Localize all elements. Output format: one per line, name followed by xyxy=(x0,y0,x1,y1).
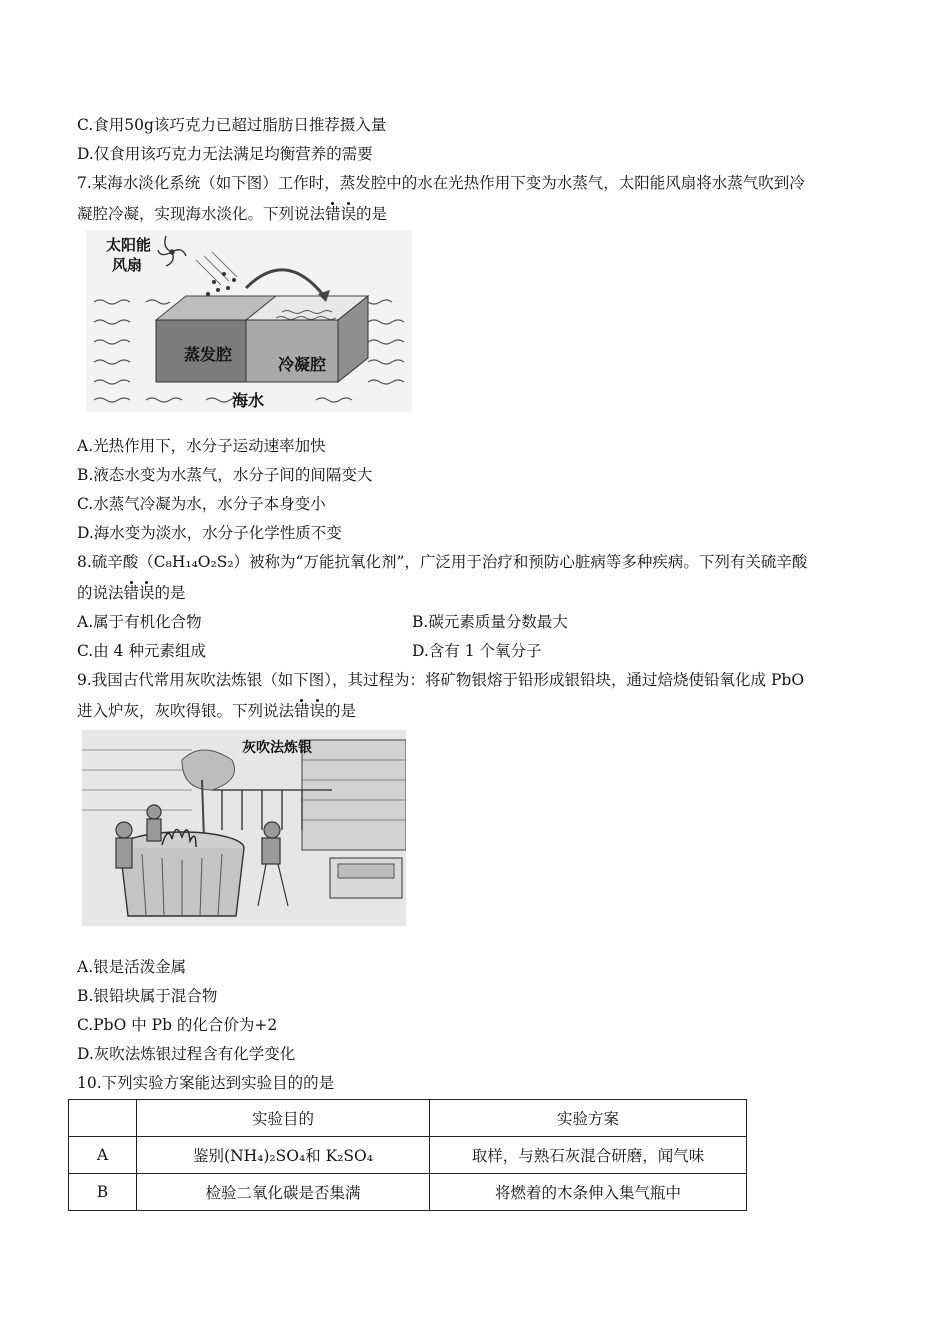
seawater-label: 海水 xyxy=(232,391,265,410)
condensation-chamber-label: 冷凝腔 xyxy=(278,355,327,374)
q9-stem-end: 的是 xyxy=(325,702,357,720)
option-6c: C.食用50g该巧克力已超过脂肪日推荐摄入量 xyxy=(77,116,387,134)
table-header-cell: 实验目的 xyxy=(137,1100,430,1137)
emphasis-char: 错 xyxy=(294,702,310,720)
option-9d: D.灰吹法炼银过程含有化学变化 xyxy=(77,1045,296,1063)
option-7c: C.水蒸气冷凝为水，水分子本身变小 xyxy=(77,495,326,513)
q8-stem-end: 的是 xyxy=(154,584,186,602)
table-row xyxy=(69,1137,747,1174)
table-header-row xyxy=(69,1100,747,1137)
option-7d: D.海水变为淡水，水分子化学性质不变 xyxy=(77,524,342,542)
option-7a: A.光热作用下，水分子运动速率加快 xyxy=(77,437,326,455)
row-id: B xyxy=(69,1174,137,1211)
silver-refining-illustration xyxy=(82,730,406,926)
q8-stem-text: 的说法 xyxy=(77,584,124,602)
emphasis-char: 错 xyxy=(123,584,140,602)
option-9c: C.PbO 中 Pb 的化合价为+2 xyxy=(77,1016,278,1034)
emphasis-char: 错 xyxy=(325,205,341,223)
option-6d: D.仅食用该巧克力无法满足均衡营养的需要 xyxy=(77,145,373,163)
option-9b: B.银铅块属于混合物 xyxy=(77,987,218,1005)
fan-label-1: 太阳能 xyxy=(106,236,152,254)
desalination-diagram xyxy=(86,230,412,412)
row-purpose: 检验二氧化碳是否集满 xyxy=(137,1174,430,1211)
option-8d: D.含有 1 个氧分子 xyxy=(412,642,542,660)
option-8c: C.由 4 种元素组成 xyxy=(77,642,206,660)
question-7-stem-line2 xyxy=(77,204,387,224)
fan-label-2: 风扇 xyxy=(112,256,143,274)
question-9-stem-line2 xyxy=(77,701,356,721)
question-7-stem-line1: 7.某海水淡化系统（如下图）工作时，蒸发腔中的水在光热作用下变为水蒸气，太阳能风扇将水蒸气吹到冷 xyxy=(77,174,805,192)
illustration-title: 灰吹法炼银 xyxy=(242,740,312,756)
q9-stem-text: 进入炉灰，灰吹得银。下列说法 xyxy=(77,702,295,720)
option-8a: A.属于有机化合物 xyxy=(77,613,202,631)
table-header-cell: 实验方案 xyxy=(430,1100,747,1137)
q7-emphasis xyxy=(325,205,356,223)
option-8b: B.碳元素质量分数最大 xyxy=(412,613,568,631)
experiment-table xyxy=(68,1099,747,1211)
question-9-stem-line1: 9.我国古代常用灰吹法炼银（如下图），其过程为：将矿物银熔于铅形成银铅块，通过焙烧使铅氧化成 PbO xyxy=(77,671,805,689)
row-purpose: 鉴别(NH₄)₂SO₄和 K₂SO₄ xyxy=(137,1137,430,1174)
row-id: A xyxy=(69,1137,137,1174)
emphasis-char: 误 xyxy=(340,205,357,223)
question-10-stem: 10.下列实验方案能达到实验目的的是 xyxy=(77,1074,335,1092)
question-8-stem-line1: 8.硫辛酸（C₈H₁₄O₂S₂）被称为“万能抗氧化剂”，广泛用于治疗和预防心脏病等多种疾病。下列有关硫辛酸 xyxy=(77,553,808,571)
q7-stem-text: 凝腔冷凝，实现海水淡化。下列说法 xyxy=(77,205,326,223)
row-plan: 取样，与熟石灰混合研磨，闻气味 xyxy=(430,1137,747,1174)
evaporation-chamber-label: 蒸发腔 xyxy=(184,345,233,364)
q7-stem-end: 的是 xyxy=(356,205,388,223)
question-8-stem-line2 xyxy=(77,583,186,603)
table-header-cell xyxy=(69,1100,137,1137)
option-7b: B.液态水变为水蒸气，水分子间的间隔变大 xyxy=(77,466,373,484)
row-plan: 将燃着的木条伸入集气瓶中 xyxy=(430,1174,747,1211)
emphasis-char: 误 xyxy=(139,584,155,602)
option-9a: A.银是活泼金属 xyxy=(77,958,187,976)
emphasis-char: 误 xyxy=(309,702,326,720)
table-row xyxy=(69,1174,747,1211)
